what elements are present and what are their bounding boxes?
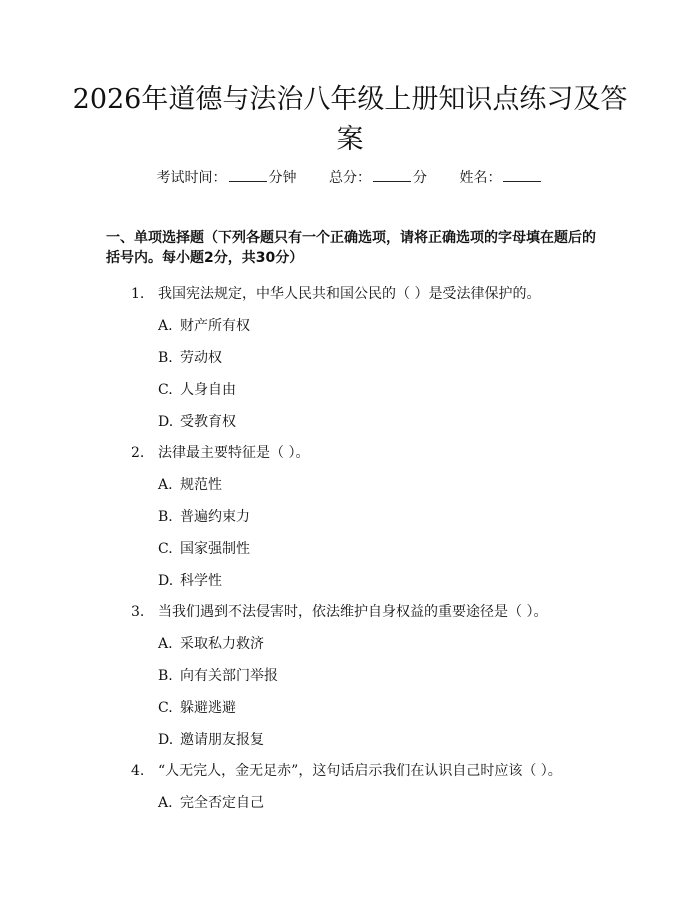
option-letter: B. [158, 668, 173, 684]
option-text: 科学性 [180, 573, 222, 589]
question-4 [131, 761, 611, 781]
total-score-field [329, 167, 427, 188]
total-score-unit: 分 [413, 170, 427, 186]
student-name-label: 姓名： [459, 170, 502, 186]
option-item [158, 571, 222, 591]
option-item [158, 412, 236, 432]
option-item [158, 316, 250, 336]
exam-time-blank [229, 167, 267, 182]
option-letter: B. [158, 509, 173, 525]
exam-time-field [157, 167, 297, 188]
option-item [158, 666, 278, 686]
page-title: 2026年道德与法治八年级上册知识点练习及答案 [72, 84, 628, 155]
option-item [158, 634, 264, 654]
exam-time-unit: 分钟 [268, 170, 297, 186]
option-item [158, 507, 250, 527]
option-text: 人身自由 [180, 382, 236, 398]
option-item [158, 475, 222, 495]
option-letter: A. [158, 636, 173, 652]
option-item [158, 539, 250, 559]
option-letter: C. [158, 382, 173, 398]
option-letter: D. [158, 414, 174, 430]
option-item [158, 348, 222, 368]
option-text: 普遍约束力 [180, 509, 250, 525]
option-text: 财产所有权 [180, 318, 250, 334]
option-letter: D. [158, 732, 174, 748]
option-letter: B. [158, 350, 173, 366]
question-text: “人无完人，金无足赤”，这句话启示我们在认识自己时应该（ ）。 [158, 763, 562, 779]
option-letter: A. [158, 318, 173, 334]
question-3 [131, 602, 611, 622]
question-number: 1. [131, 286, 145, 302]
exam-time-label: 考试时间： [156, 170, 227, 186]
option-text: 完全否定自己 [180, 795, 264, 811]
section-heading: 一、单项选择题（下列各题只有一个正确选项，请将正确选项的字母填在题后的括号内。每小题2分，共30分） [106, 230, 596, 266]
question-2 [131, 443, 611, 463]
option-item [158, 380, 236, 400]
option-text: 受教育权 [180, 414, 236, 430]
exam-meta [0, 167, 700, 188]
question-number: 2. [131, 445, 145, 461]
student-name-field [459, 167, 543, 188]
option-text: 国家强制性 [180, 541, 250, 557]
option-letter: A. [158, 477, 173, 493]
option-text: 邀请朋友报复 [180, 732, 264, 748]
question-number: 3. [131, 604, 145, 620]
option-letter: C. [158, 541, 173, 557]
option-text: 向有关部门举报 [180, 668, 278, 684]
question-text: 法律最主要特征是（ ）。 [158, 445, 310, 461]
option-letter: D. [158, 573, 174, 589]
question-1 [131, 284, 611, 304]
option-text: 采取私力救济 [180, 636, 264, 652]
option-text: 规范性 [180, 477, 222, 493]
student-name-blank [503, 167, 541, 182]
option-item [158, 730, 264, 750]
question-number: 4. [131, 763, 145, 779]
total-score-label: 总分： [329, 170, 371, 186]
total-score-blank [373, 167, 411, 182]
option-letter: A. [158, 795, 173, 811]
question-text: 当我们遇到不法侵害时，依法维护自身权益的重要途径是（ ）。 [158, 604, 548, 620]
option-item [158, 698, 236, 718]
option-text: 劳动权 [180, 350, 222, 366]
option-item [158, 793, 264, 813]
question-text: 我国宪法规定，中华人民共和国公民的（ ）是受法律保护的。 [158, 286, 541, 302]
option-letter: C. [158, 700, 173, 716]
option-text: 躲避逃避 [180, 700, 236, 716]
